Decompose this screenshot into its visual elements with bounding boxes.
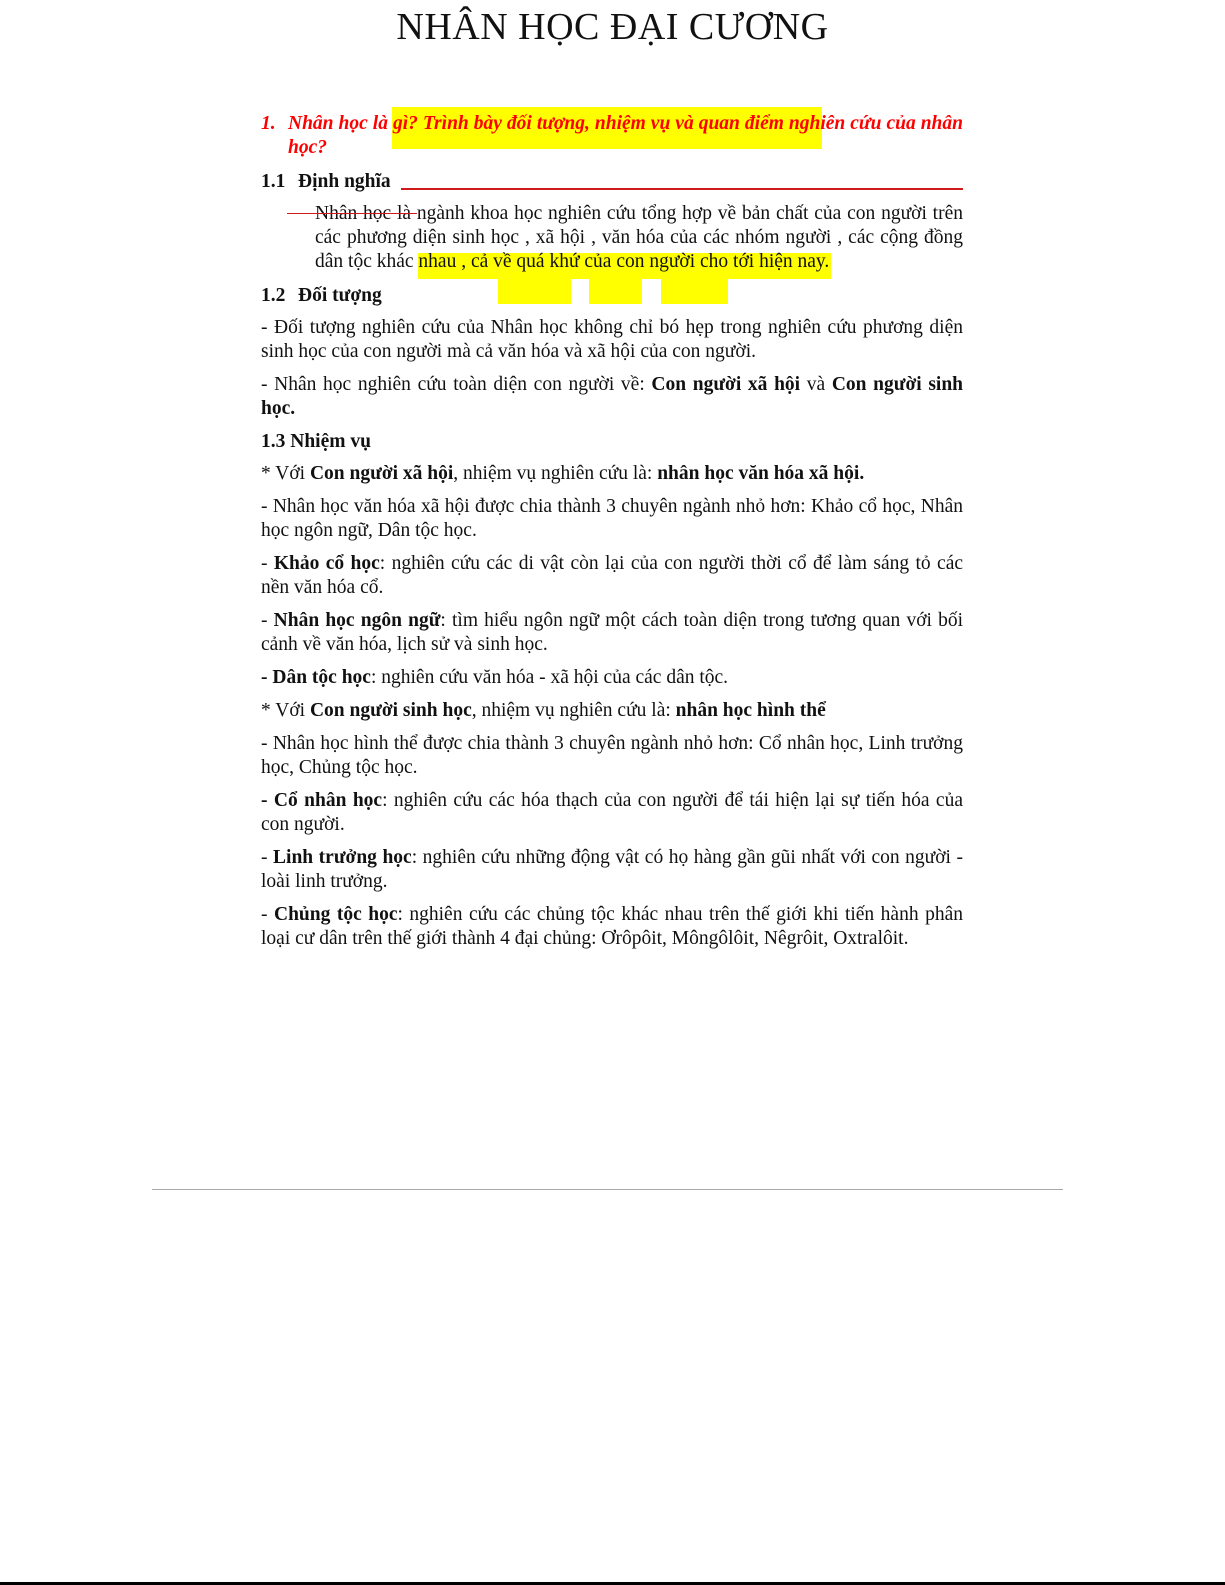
tasks-social-intro: * Với Con người xã hội, nhiệm vụ nghiên cứu là: nhân học văn hóa xã hội. <box>261 463 865 484</box>
tasks-primatology: - Linh trưởng học: nghiên cứu những động vật có họ hàng gần gũi nhất với con người - loài linh trưởng. <box>261 847 963 892</box>
tasks-archaeology: - Khảo cổ học: nghiên cứu các di vật còn lại của con người thời cổ để làm sáng tỏ các nền văn hóa cổ. <box>261 553 964 598</box>
section-heading-tasks: 1.3 Nhiệm vụ <box>261 431 371 452</box>
annotation-strikethrough <box>287 213 417 214</box>
tasks-linguistic: - Nhân học ngôn ngữ: tìm hiểu ngôn ngữ một cách toàn diện trong tương quan với bối cảnh về văn hóa, lịch sử và sinh học. <box>261 610 963 655</box>
question-heading <box>261 112 963 160</box>
section-number: 1.1 <box>261 171 286 192</box>
tasks-ethnology: - Dân tộc học: nghiên cứu văn hóa - xã hội của các dân tộc. <box>261 667 729 688</box>
annotation-underline <box>401 188 963 190</box>
tasks-bio-intro: * Với Con người sinh học, nhiệm vụ nghiên cứu là: nhân học hình thể <box>261 700 826 721</box>
tasks-paleoanthropology: - Cổ nhân học: nghiên cứu các hóa thạch của con người để tái hiện lại sự tiến hóa của con người. <box>261 790 963 835</box>
tasks-race-studies: - Chủng tộc học: nghiên cứu các chủng tộc khác nhau trên thế giới khi tiến hành phân loại cư dân trên thế giới thành 4 đại chủng: Ơrôpôit, Môngôlôit, Nêgrôit, Oxtralôit. <box>261 904 963 949</box>
section-heading-object <box>261 284 963 308</box>
section-title: Định nghĩa <box>298 171 391 192</box>
section-number: 1.2 <box>261 285 286 306</box>
question-number: 1. <box>261 113 276 134</box>
tasks-social-split: - Nhân học văn hóa xã hội được chia thành 3 chuyên ngành nhỏ hơn: Khảo cổ học, Nhân học ngôn ngữ, Dân tộc học. <box>261 496 963 541</box>
question-text: Nhân học là gì? Trình bày đối tượng, nhiệm vụ và quan điểm nghiên cứu của nhân học? <box>288 113 963 158</box>
object-paragraph-1: - Đối tượng nghiên cứu của Nhân học không chỉ bó hẹp trong nghiên cứu phương diện sinh học của con người mà cả văn hóa và xã hội của con người. <box>261 317 963 362</box>
section-heading-definition <box>261 170 963 194</box>
object-paragraph-2: - Nhân học nghiên cứu toàn diện con người về: Con người xã hội và Con người sinh học. <box>261 374 964 419</box>
definition-paragraph: Nhân học là ngành khoa học nghiên cứu tổng hợp về bản chất của con người trên các phương diện sinh học , xã hội , văn hóa của các nhóm người , các cộng đồng dân tộc khác nhau , cả về quá khứ của con người cho tới hiện nay. <box>261 202 963 274</box>
section-title: Đối tượng <box>298 285 382 306</box>
tasks-bio-split: - Nhân học hình thể được chia thành 3 chuyên ngành nhỏ hơn: Cổ nhân học, Linh trưởng học, Chủng tộc học. <box>261 733 963 778</box>
footer-divider <box>152 1189 1063 1190</box>
document-body <box>261 112 963 960</box>
document-title: NHÂN HỌC ĐẠI CƯƠNG <box>396 6 829 48</box>
